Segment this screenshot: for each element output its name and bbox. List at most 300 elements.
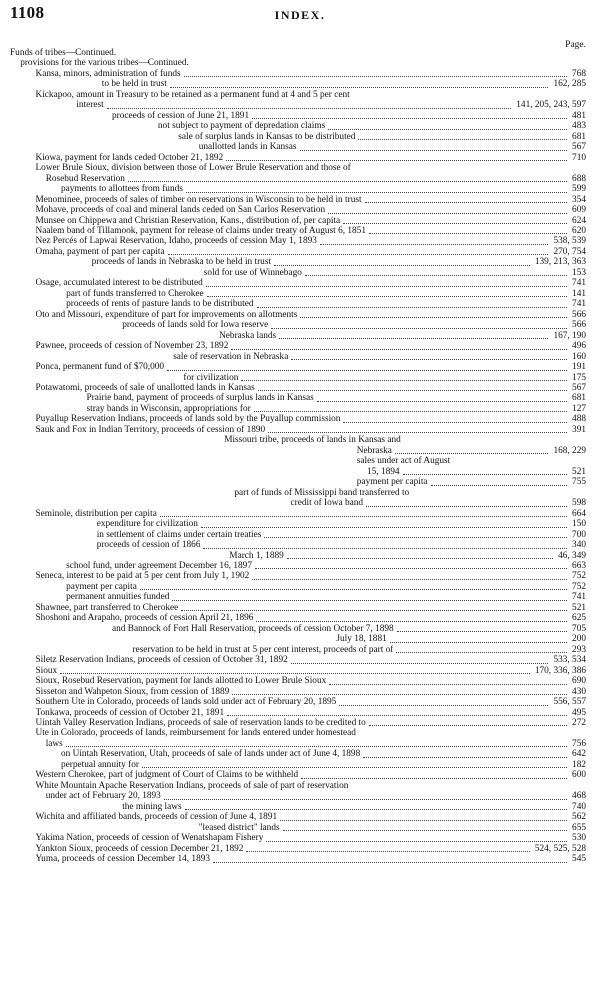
entry-text: proceeds of lands in Nebraska to be held in trust — [91, 257, 272, 268]
entry-page-ref: 340 — [572, 540, 586, 551]
entry-text: under act of February 20, 1893 — [45, 791, 161, 802]
dot-leader — [395, 453, 549, 454]
dot-leader — [186, 192, 567, 193]
entry-text: Oto and Missouri, expenditure of part for improvements on allotments — [35, 309, 298, 320]
entry-page-ref: 598 — [572, 498, 586, 509]
entry-text: 15, 1894 — [367, 466, 400, 477]
entry-page-ref: 293 — [572, 644, 586, 655]
index-entry — [10, 540, 586, 550]
entry-text: Southern Ute in Colorado, proceeds of lands sold under act of February 20, 1895 — [35, 697, 337, 708]
index-entry — [10, 373, 586, 383]
entry-text: Kiowa, payment for lands ceded October 21, 1892 — [35, 152, 224, 163]
index-entry — [10, 163, 586, 173]
dot-leader — [390, 642, 567, 643]
entry-text: Funds of tribes—Continued. — [10, 48, 117, 58]
dot-leader — [283, 830, 567, 831]
dot-leader — [160, 516, 567, 517]
entry-text: Seneca, interest to be paid at 5 per cent from July 1, 1902 — [35, 571, 250, 582]
entry-text: Siletz Reservation Indians, proceeds of cession of October 31, 1892 — [35, 655, 288, 666]
index-entry — [10, 687, 586, 697]
entry-text: to be held in trust — [101, 79, 167, 90]
index-entry — [10, 802, 586, 812]
entry-text: proceeds of cession of June 21, 1891 — [112, 110, 250, 121]
entry-text: payment per capita — [356, 477, 428, 488]
entry-text: the mining laws — [122, 801, 182, 812]
dot-leader — [181, 610, 567, 611]
entry-page-ref: 681 — [572, 393, 586, 404]
entry-text: Pawnee, proceeds of cession of November 23, 1892 — [35, 341, 229, 352]
dot-leader — [305, 275, 567, 276]
dot-leader — [170, 87, 549, 88]
dot-leader — [403, 474, 568, 475]
entry-page-ref: 483 — [572, 121, 586, 132]
index-entry — [10, 289, 586, 299]
dot-leader — [343, 223, 567, 224]
entry-text: Omaha, payment of part per capita — [35, 246, 165, 257]
index-entry — [10, 571, 586, 581]
entry-text: proceeds of lands sold for Iowa reserve — [122, 320, 269, 331]
dot-leader — [207, 296, 567, 297]
entry-page-ref: 741 — [572, 278, 586, 289]
entry-page-ref: 533, 534 — [553, 655, 586, 666]
entry-page-ref: 624 — [572, 215, 586, 226]
dot-leader — [264, 537, 567, 538]
index-entry — [10, 236, 586, 246]
index-entry — [10, 58, 586, 68]
header-rule — [10, 28, 590, 29]
dot-leader — [60, 673, 530, 674]
entry-page-ref: 167, 190 — [553, 330, 586, 341]
entry-page-ref: 538, 539 — [553, 236, 586, 247]
index-entry — [10, 79, 586, 89]
entry-text: Wichita and affiliated bands, proceeds of cession of June 4, 1891 — [35, 812, 278, 823]
index-entry — [10, 121, 586, 131]
entry-page-ref: 153 — [572, 267, 586, 278]
entry-text: Yuma, proceeds of cession December 14, 1893 — [35, 854, 211, 865]
entry-page-ref: 495 — [572, 707, 586, 718]
entry-text: Ponca, permanent fund of $70,000 — [35, 362, 165, 373]
entry-page-ref: 566 — [572, 309, 586, 320]
entry-text: Nebraska — [356, 445, 392, 456]
index-entry — [10, 205, 586, 215]
dot-leader — [128, 181, 567, 182]
entry-page-ref: 150 — [572, 519, 586, 530]
index-entry — [10, 299, 586, 309]
index-entry — [10, 257, 586, 267]
entry-text: Shawnee, part transferred to Cherokee — [35, 602, 179, 613]
dot-leader — [369, 725, 567, 726]
dot-leader — [227, 715, 567, 716]
entry-text: perpetual annuity for — [61, 759, 139, 770]
index-entry — [10, 69, 586, 79]
entry-text: in settlement of claims under certain treaties — [96, 529, 262, 540]
entry-page-ref: 664 — [572, 508, 586, 519]
entry-text: Naalem band of Tillamook, payment for release of claims under treaty of August 6, 1851 — [35, 225, 366, 236]
entry-page-ref: 567 — [572, 383, 586, 393]
entry-page-ref: 127 — [572, 403, 586, 414]
index-entry — [10, 320, 586, 330]
dot-leader — [339, 705, 548, 706]
entry-text: sale of surplus lands in Kansas to be distributed — [178, 131, 356, 142]
dot-leader — [287, 558, 553, 559]
index-entry — [10, 854, 586, 864]
entry-page-ref: 752 — [572, 581, 586, 592]
dot-leader — [140, 589, 567, 590]
index-entry — [10, 634, 586, 644]
index-entry — [10, 509, 586, 519]
index-entry — [10, 812, 586, 822]
dot-leader — [365, 202, 567, 203]
index-entry — [10, 393, 586, 403]
entry-page-ref: 756 — [572, 738, 586, 749]
index-entry — [10, 132, 586, 142]
dot-leader — [317, 401, 567, 402]
index-entry — [10, 216, 586, 226]
entry-page-ref: 46, 349 — [558, 550, 586, 561]
entry-page-ref: 663 — [572, 560, 586, 571]
entry-page-ref: 200 — [572, 634, 586, 645]
entry-page-ref: 710 — [572, 152, 586, 163]
index-entry — [10, 676, 586, 686]
dot-leader — [184, 76, 567, 77]
entry-page-ref: 567 — [572, 142, 586, 153]
entry-page-ref: 530 — [572, 833, 586, 844]
entry-text: Lower Brule Sioux, division between those of Lower Brule Reservation and those of — [35, 163, 351, 174]
index-entry — [10, 488, 586, 498]
entry-text: proceeds of cession of 1866 — [96, 540, 201, 551]
entry-page-ref: 740 — [572, 801, 586, 812]
dot-leader — [328, 213, 567, 214]
entry-page-ref: 496 — [572, 341, 586, 352]
entry-text: and Bannock of Fort Hall Reservation, proceeds of cession October 7, 1898 — [112, 623, 394, 634]
entry-page-ref: 655 — [572, 822, 586, 833]
entry-text: Mohave, proceeds of coal and mineral lands ceded on San Carlos Reservation — [35, 205, 326, 216]
entry-page-ref: 599 — [572, 184, 586, 195]
index-entry — [10, 844, 586, 854]
dot-leader — [252, 579, 567, 580]
entry-page-ref: 609 — [572, 205, 586, 216]
page-header — [10, 3, 590, 25]
entry-page-ref: 681 — [572, 131, 586, 142]
entry-page-ref: 690 — [572, 676, 586, 687]
dot-leader — [168, 254, 549, 255]
entry-text: Sioux — [35, 665, 58, 676]
index-entry — [10, 655, 586, 665]
index-entry — [10, 310, 586, 320]
page-title: INDEX. — [274, 8, 326, 22]
index-entry — [10, 530, 586, 540]
entry-text: Menominee, proceeds of sales of timber on reservations in Wisconsin to be held in trust — [35, 194, 362, 205]
dot-leader — [256, 621, 567, 622]
index-entry — [10, 613, 586, 623]
dot-leader — [203, 548, 567, 549]
entry-text: White Mountain Apache Reservation Indians, proceeds of sale of part of reservation — [35, 780, 349, 791]
entry-text: provisions for the various tribes—Continued. — [20, 58, 189, 69]
dot-leader — [142, 767, 567, 768]
dot-leader — [279, 338, 548, 339]
index-entry — [10, 456, 586, 466]
dot-leader — [291, 663, 549, 664]
index-entry — [10, 341, 586, 351]
entry-page-ref: 741 — [572, 299, 586, 310]
entry-page-ref: 600 — [572, 770, 586, 781]
index-entry — [10, 425, 586, 435]
index-entry — [10, 435, 586, 445]
index-entry — [10, 404, 586, 414]
entry-page-ref: 642 — [572, 749, 586, 760]
entry-text: expenditure for civilization — [96, 519, 198, 530]
entry-page-ref: 625 — [572, 613, 586, 624]
entry-page-ref: 141, 205, 243, 597 — [516, 100, 586, 111]
dot-leader — [257, 307, 568, 308]
entry-text: July 18, 1881 — [336, 634, 387, 645]
dot-leader — [268, 432, 567, 433]
dot-leader — [369, 233, 567, 234]
index-entry — [10, 414, 586, 424]
index-entry — [10, 551, 586, 561]
entry-page-ref: 521 — [572, 602, 586, 613]
page-column-heading: Page. — [565, 40, 586, 50]
entry-page-ref: 168, 229 — [553, 445, 586, 456]
entry-page-ref: 620 — [572, 225, 586, 236]
index-entry — [10, 498, 586, 508]
entry-text: sales under act of August — [356, 456, 451, 467]
index-entry — [10, 362, 586, 372]
entry-text: payments to allottees from funds — [61, 184, 183, 195]
entry-text: Shoshoni and Arapaho, proceeds of cession April 21, 1896 — [35, 613, 254, 624]
entry-text: laws — [45, 738, 63, 749]
entry-page-ref: 162, 285 — [553, 79, 586, 90]
index-entry — [10, 153, 586, 163]
dot-leader — [274, 265, 530, 266]
dot-leader — [396, 652, 567, 653]
entry-text: proceeds of rents of pasture lands to be distributed — [66, 299, 254, 310]
dot-leader — [358, 139, 567, 140]
index-entry — [10, 195, 586, 205]
dot-leader — [320, 244, 549, 245]
entry-text: Nez Percés of Lapwai Reservation, Idaho, proceeds of cession May 1, 1893 — [35, 236, 317, 247]
entry-page-ref: 566 — [572, 320, 586, 331]
dot-leader — [300, 317, 567, 318]
entry-page-ref: 468 — [572, 791, 586, 802]
entry-text: credit of Iowa band — [290, 498, 364, 509]
index-entry — [10, 645, 586, 655]
entry-text: Tonkawa, proceeds of cession of October 21, 1891 — [35, 707, 225, 718]
entry-text: not subject to payment of depredation claims — [157, 121, 326, 132]
index-entry — [10, 477, 586, 487]
index-entry — [10, 278, 586, 288]
index-entry — [10, 833, 586, 843]
page-number: 1108 — [10, 3, 45, 22]
index-entry — [10, 174, 586, 184]
entry-page-ref: 175 — [572, 372, 586, 383]
entry-text: Western Cherokee, part of judgment of Court of Claims to be withheld — [35, 770, 299, 781]
entry-text: Prairie band, payment of proceeds of surplus lands in Kansas — [86, 393, 314, 404]
index-entry — [10, 100, 586, 110]
index-entry — [10, 48, 586, 58]
dot-leader — [172, 600, 567, 601]
entry-text: Sioux, Rosebud Reservation, payment for lands allotted to Lower Brule Sioux — [35, 676, 327, 687]
index-entry — [10, 111, 586, 121]
entry-text: Nebraska lands — [219, 330, 277, 341]
dot-leader — [271, 328, 567, 329]
entry-text: part of funds of Mississippi band transferred to — [234, 487, 410, 498]
dot-leader — [164, 799, 567, 800]
index-entry — [10, 247, 586, 257]
dot-leader — [185, 809, 567, 810]
dot-leader — [252, 118, 567, 119]
entry-text: March 1, 1889 — [229, 550, 284, 561]
entry-text: "leased district" lands — [198, 822, 280, 833]
entry-page-ref: 545 — [572, 854, 586, 865]
entry-page-ref: 521 — [572, 466, 586, 477]
index-entry — [10, 142, 586, 152]
entry-page-ref: 354 — [572, 194, 586, 205]
index-entry — [10, 561, 586, 571]
entry-text: Rosebud Reservation — [45, 173, 125, 184]
index-entry — [10, 718, 586, 728]
index-entries — [10, 48, 586, 865]
entry-text: interest — [76, 100, 104, 111]
entry-text: on Uintah Reservation, Utah, proceeds of sale of lands under act of June 4, 1898 — [61, 749, 361, 760]
index-entry — [10, 708, 586, 718]
entry-text: Ute in Colorado, proceeds of lands, reimbursement for lands entered under homestead — [35, 728, 356, 739]
index-entry — [10, 446, 586, 456]
entry-text: permanent annuities funded — [66, 592, 170, 603]
entry-page-ref: 755 — [572, 477, 586, 488]
entry-page-ref: 562 — [572, 812, 586, 823]
dot-leader — [258, 390, 567, 391]
index-entry — [10, 90, 586, 100]
entry-text: unallotted lands in Kansas — [198, 142, 297, 153]
index-entry — [10, 352, 586, 362]
entry-text: payment per capita — [66, 581, 137, 592]
index-entry — [10, 823, 586, 833]
dot-leader — [232, 694, 567, 695]
entry-page-ref: 272 — [572, 718, 586, 728]
dot-leader — [343, 422, 567, 423]
entry-page-ref: 139, 213, 363 — [534, 257, 586, 268]
entry-page-ref: 170, 336, 386 — [534, 665, 586, 676]
index-entry — [10, 592, 586, 602]
entry-text: Kansa, minors, administration of funds — [35, 68, 181, 79]
entry-text: Sisseton and Wahpeton Sioux, from cession of 1889 — [35, 686, 230, 697]
entry-page-ref: 141 — [572, 288, 586, 299]
entry-page-ref: 752 — [572, 571, 586, 582]
entry-text: stray bands in Wisconsin, appropriations for — [86, 403, 251, 414]
entry-text: Yakima Nation, proceeds of cession of Wenatshapam Fishery — [35, 833, 264, 844]
index-entry — [10, 383, 586, 393]
entry-text: Uintah Valley Reservation Indians, proceeds of sale of reservation lands to be credited to — [35, 718, 366, 728]
index-entry — [10, 739, 586, 749]
index-entry — [10, 519, 586, 529]
dot-leader — [291, 359, 567, 360]
dot-leader — [431, 485, 568, 486]
dot-leader — [231, 349, 567, 350]
index-entry — [10, 268, 586, 278]
entry-text: Kickapoo, amount in Treasury to be retained as a permanent fund at 4 and 5 per cent — [35, 89, 350, 100]
dot-leader — [206, 286, 567, 287]
dot-leader — [300, 150, 568, 151]
entry-text: Potawatomi, proceeds of sale of unallotted lands in Kansas — [35, 383, 255, 393]
index-entry — [10, 467, 586, 477]
entry-text: Puyallup Reservation Indians, proceeds of lands sold by the Puyallup commission — [35, 414, 341, 425]
dot-leader — [241, 380, 567, 381]
entry-text: Missouri tribe, proceeds of lands in Kansas and — [224, 435, 401, 446]
entry-page-ref: 182 — [572, 759, 586, 770]
index-entry — [10, 770, 586, 780]
dot-leader — [363, 757, 567, 758]
index-entry — [10, 624, 586, 634]
entry-text: Yankton Sioux, proceeds of cession December 21, 1892 — [35, 843, 244, 854]
index-entry — [10, 603, 586, 613]
entry-text: school fund, under agreement December 16, 1897 — [66, 560, 252, 571]
entry-text: reservation to be held in trust at 5 per cent interest, proceeds of part of — [132, 644, 394, 655]
dot-leader — [167, 370, 567, 371]
dot-leader — [301, 778, 567, 779]
dot-leader — [246, 851, 529, 852]
entry-text: for civilization — [183, 372, 239, 383]
entry-page-ref: 688 — [572, 173, 586, 184]
entry-page-ref: 556, 557 — [553, 697, 586, 708]
entry-page-ref: 191 — [572, 362, 586, 373]
entry-text: part of funds transferred to Cherokee — [66, 288, 204, 299]
entry-page-ref: 488 — [572, 414, 586, 425]
dot-leader — [213, 862, 567, 863]
index-entry — [10, 666, 586, 676]
index-entry — [10, 331, 586, 341]
entry-text: sale of reservation in Nebraska — [173, 351, 289, 362]
entry-page-ref: 160 — [572, 351, 586, 362]
index-entry — [10, 781, 586, 791]
entry-page-ref: 768 — [572, 68, 586, 79]
dot-leader — [66, 746, 567, 747]
entry-page-ref: 270, 754 — [553, 246, 586, 257]
dot-leader — [280, 820, 567, 821]
entry-page-ref: 741 — [572, 592, 586, 603]
dot-leader — [201, 527, 567, 528]
entry-page-ref: 524, 525, 528 — [534, 843, 586, 854]
entry-page-ref: 430 — [572, 686, 586, 697]
entry-page-ref: 391 — [572, 424, 586, 435]
entry-page-ref: 705 — [572, 623, 586, 634]
dot-leader — [328, 129, 567, 130]
dot-leader — [397, 631, 567, 632]
index-entry — [10, 226, 586, 236]
dot-leader — [255, 568, 567, 569]
dot-leader — [226, 160, 567, 161]
index-entry — [10, 582, 586, 592]
entry-text: Munsee on Chippewa and Christian Reservation, Kans., distribution of, per capita — [35, 215, 341, 226]
dot-leader — [366, 506, 567, 507]
index-entry — [10, 728, 586, 738]
entry-text: Osage, accumulated interest to be distributed — [35, 278, 203, 289]
dot-leader — [329, 684, 567, 685]
dot-leader — [107, 108, 512, 109]
entry-page-ref: 481 — [572, 110, 586, 121]
index-entry — [10, 749, 586, 759]
index-entry — [10, 760, 586, 770]
entry-text: Seminole, distribution per capita — [35, 508, 157, 519]
entry-text: Sauk and Fox in Indian Territory, proceeds of cession of 1890 — [35, 424, 266, 435]
dot-leader — [266, 841, 567, 842]
entry-page-ref: 700 — [572, 529, 586, 540]
index-entry — [10, 184, 586, 194]
index-entry — [10, 791, 586, 801]
index-entry — [10, 697, 586, 707]
entry-text: sold for use of Winnebago — [203, 267, 302, 278]
dot-leader — [254, 411, 567, 412]
